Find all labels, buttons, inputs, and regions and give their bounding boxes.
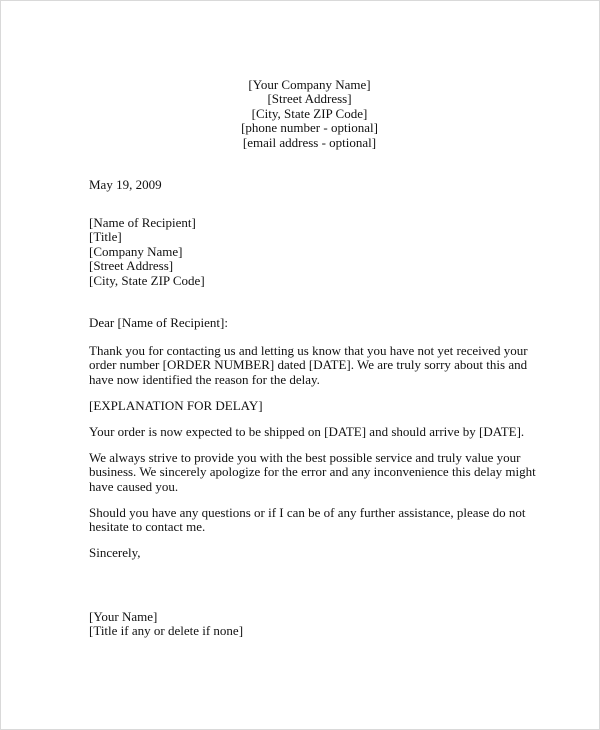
paragraph-line: business. We sincerely apologize for the error and any inconvenience this delay might xyxy=(89,464,536,480)
paragraph-line: hesitate to contact me. xyxy=(89,519,206,535)
recipient-address-block xyxy=(89,216,519,288)
paragraph-apology xyxy=(89,450,536,494)
paragraph-line: Your order is now expected to be shipped on [DATE] and should arrive by [DATE]. xyxy=(89,424,525,439)
paragraph-line: We always strive to provide you with the best possible service and truly value your xyxy=(89,450,521,465)
sender-city-state-zip: [City, State ZIP Code] xyxy=(251,105,368,121)
sender-address-block xyxy=(1,78,600,150)
paragraph-line: have now identified the reason for the delay. xyxy=(89,371,320,387)
sender-phone: [phone number - optional] xyxy=(241,120,378,136)
paragraph-explanation xyxy=(89,399,519,413)
sender-email: [email address - optional] xyxy=(242,134,377,150)
recipient-company: [Company Name] xyxy=(89,243,183,259)
salutation: Dear [Name of Recipient]: xyxy=(89,315,228,330)
paragraph-line: have caused you. xyxy=(89,478,179,494)
paragraph-shipping xyxy=(89,424,525,439)
paragraph-contact xyxy=(89,505,526,535)
recipient-city-state-zip: [City, State ZIP Code] xyxy=(89,272,205,288)
sender-street-address: [Street Address] xyxy=(267,91,352,107)
paragraph-line: Thank you for contacting us and letting us know that you have not yet received your xyxy=(89,343,528,358)
letter-date: May 19, 2009 xyxy=(89,177,162,192)
paragraph-line: [EXPLANATION FOR DELAY] xyxy=(89,398,263,413)
signature-name: [Your Name] xyxy=(89,609,158,624)
recipient-title: [Title] xyxy=(89,229,122,245)
sender-company-name: [Your Company Name] xyxy=(248,77,371,92)
paragraph-line: Should you have any questions or if I can be of any further assistance, please do not xyxy=(89,505,526,520)
paragraph-line: order number [ORDER NUMBER] dated [DATE]. We are truly sorry about this and xyxy=(89,357,528,373)
recipient-name: [Name of Recipient] xyxy=(89,215,196,230)
paragraph-acknowledgement xyxy=(89,343,528,387)
signature-block xyxy=(89,610,519,639)
closing: Sincerely, xyxy=(89,545,141,560)
signature-title: [Title if any or delete if none] xyxy=(89,623,244,639)
recipient-street-address: [Street Address] xyxy=(89,258,174,274)
